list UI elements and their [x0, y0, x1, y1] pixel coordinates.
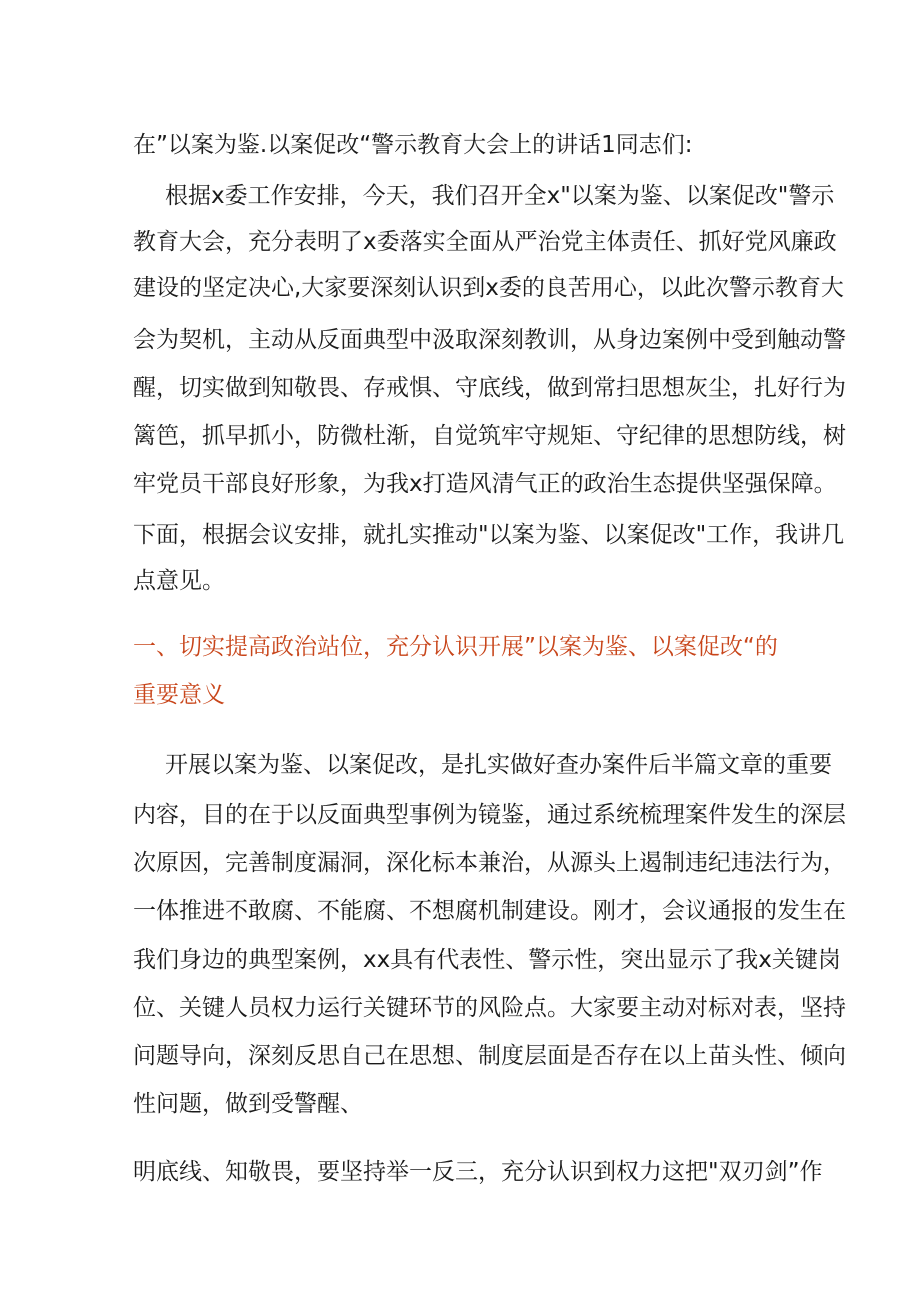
- paragraph-line: 牢党员干部良好形象，为我x打造风清气正的政治生态提供坚强保障。: [133, 471, 837, 497]
- paragraph-line: 位、关键人员权力运行关键环节的风险点。大家要主动对标对表，坚持: [133, 995, 846, 1021]
- paragraph-line: 开展以案为鉴、以案促改，是扎实做好查办案件后半篇文章的重要: [165, 752, 832, 778]
- paragraph-line: 问题导向，深刻反思自己在思想、制度层面是否存在以上苗头性、倾向: [133, 1043, 846, 1069]
- paragraph-line: 点意见。: [133, 568, 225, 594]
- title-line: 在”以案为鉴.以案促改“警示教育大会上的讲话1同志们:: [133, 132, 693, 158]
- paragraph-line: 下面，根据会议安排，就扎实推动"以案为鉴、以案促改"工作，我讲几: [133, 522, 845, 548]
- heading-line: 一、切实提高政治站位，充分认识开展”以案为鉴、以案促改“的: [133, 634, 778, 660]
- paragraph-line: 我们身边的典型案例，xx具有代表性、警示性，突出显示了我x关键岗: [133, 947, 841, 973]
- paragraph-line: 性问题，做到受警醒、: [133, 1091, 363, 1117]
- paragraph-line: 教育大会，充分表明了x委落实全面从严治党主体责任、抓好党风廉政: [133, 229, 837, 255]
- paragraph-line: 建设的坚定决心,大家要深刻认识到x委的良苦用心，以此次警示教育大: [133, 275, 844, 301]
- paragraph-line: 醒，切实做到知敬畏、存戒惧、守底线，做到常扫思想灰尘，扎好行为: [133, 375, 846, 401]
- paragraph-line: 内容，目的在于以反面典型事例为镜鉴，通过系统梳理案件发生的深层: [133, 802, 846, 828]
- paragraph-line: 一体推进不敢腐、不能腐、不想腐机制建设。刚才，会议通报的发生在: [133, 898, 846, 924]
- paragraph-line: 篱笆，抓早抓小，防微杜渐，自觉筑牢守规矩、守纪律的思想防线，树: [133, 423, 846, 449]
- paragraph-line: 根据x委工作安排，今天，我们召开全x"以案为鉴、以案促改"警示: [165, 183, 835, 209]
- heading-line: 重要意义: [133, 682, 225, 708]
- paragraph-line: 次原因，完善制度漏洞，深化标本兼治，从源头上遏制违纪违法行为，: [133, 850, 846, 876]
- paragraph-line: 明底线、知敬畏，要坚持举一反三，充分认识到权力这把"双刃剑”作: [133, 1159, 823, 1185]
- paragraph-line: 会为契机，主动从反面典型中汲取深刻教训，从身边案例中受到触动警: [133, 327, 846, 353]
